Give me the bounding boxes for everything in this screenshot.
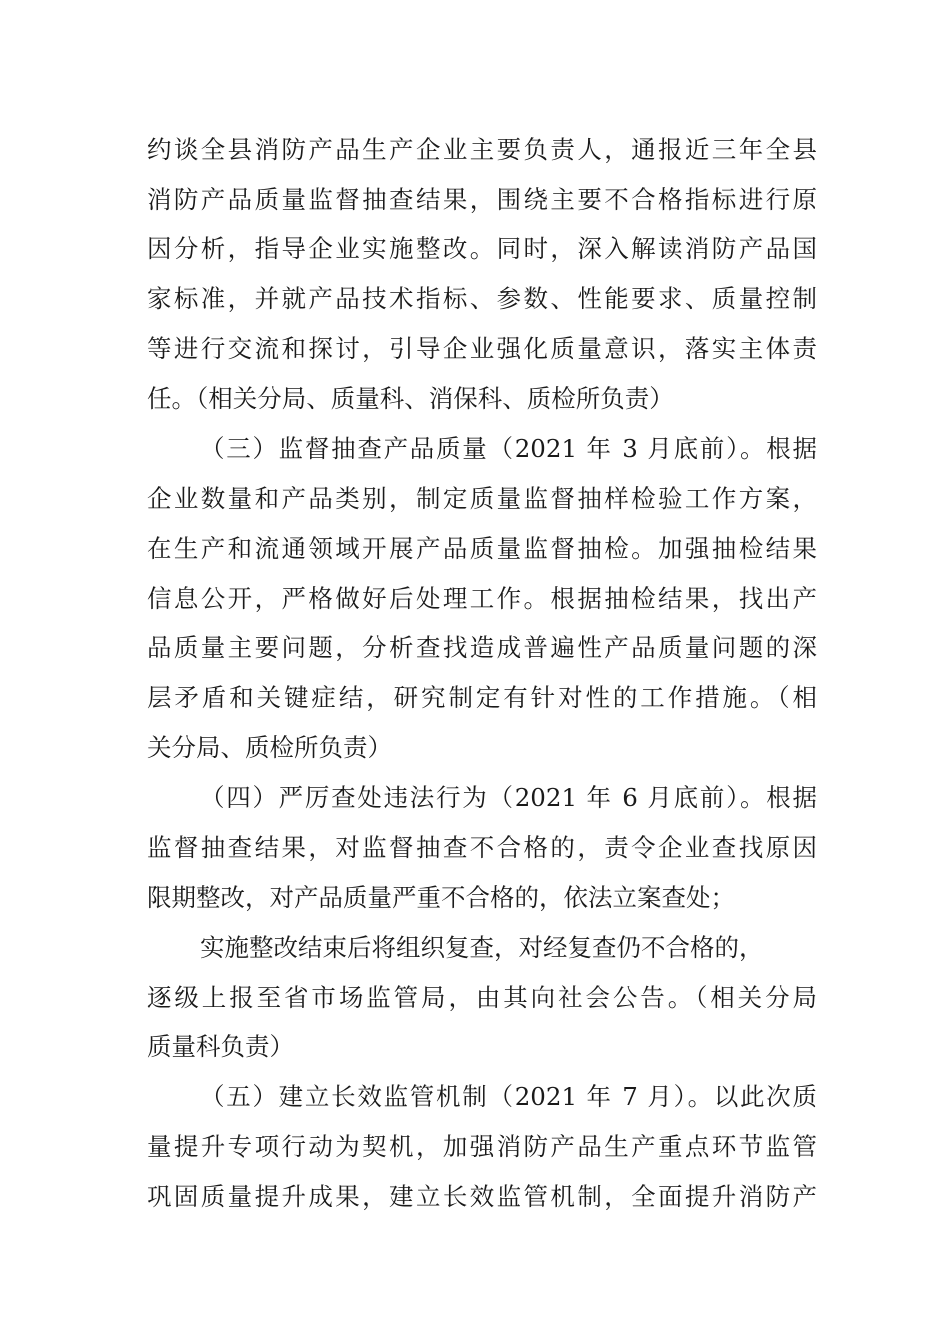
text-line: 约谈全县消防产品生产企业主要负责人，通报近三年全县 xyxy=(147,135,817,164)
text-line: 关分局、质检所负责） xyxy=(147,733,392,762)
text-line: 家标准，并就产品技术指标、参数、性能要求、质量控制 xyxy=(147,284,817,313)
text-line: 巩固质量提升成果，建立长效监管机制，全面提升消防产 xyxy=(147,1182,817,1211)
section-heading-5: （五）建立长效监管机制（2021 年 7 月）。以此次质 xyxy=(200,1082,817,1111)
text-line: 量提升专项行动为契机，加强消防产品生产重点环节监管 xyxy=(147,1132,817,1161)
section-heading-3: （三）监督抽查产品质量（2021 年 3 月底前）。根据 xyxy=(200,434,817,463)
text-line: 等进行交流和探讨，引导企业强化质量意识，落实主体责 xyxy=(147,334,817,363)
text-line: 企业数量和产品类别，制定质量监督抽样检验工作方案， xyxy=(147,484,817,513)
text-line: 信息公开，严格做好后处理工作。根据抽检结果，找出产 xyxy=(147,584,817,613)
text-line: 消防产品质量监督抽查结果，围绕主要不合格指标进行原 xyxy=(147,185,817,214)
text-line: 任。（相关分局、质量科、消保科、质检所负责） xyxy=(147,384,674,413)
text-line: 品质量主要问题，分析查找造成普遍性产品质量问题的深 xyxy=(147,633,817,662)
section-heading-4: （四）严厉查处违法行为（2021 年 6 月底前）。根据 xyxy=(200,783,817,812)
text-line: 层矛盾和关键症结，研究制定有针对性的工作措施。（相 xyxy=(147,683,817,712)
text-line: 因分析，指导企业实施整改。同时，深入解读消防产品国 xyxy=(147,234,817,263)
text-line: 质量科负责） xyxy=(147,1032,294,1061)
text-line: 逐级上报至省市场监管局，由其向社会公告。（相关分局 xyxy=(147,983,817,1012)
text-line: 在生产和流通领域开展产品质量监督抽检。加强抽检结果 xyxy=(147,534,817,563)
text-line: 限期整改，对产品质量严重不合格的，依法立案查处； xyxy=(147,883,735,912)
text-line: 实施整改结束后将组织复查，对经复查仍不合格的， xyxy=(200,933,764,962)
text-line: 监督抽查结果，对监督抽查不合格的，责令企业查找原因 xyxy=(147,833,817,862)
